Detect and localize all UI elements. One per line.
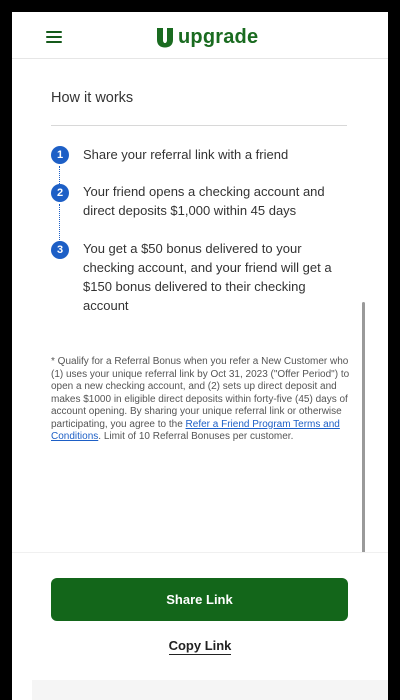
disclaimer-text: * Qualify for a Referral Bonus when you refer a New Customer who (1) uses your unique referral link by Oct 31, 2023 ("Offer Period") to open a new checking account, and (2) sets up direct deposit and makes $1000 in eligible direct deposits within forty-five (45) days of account opening. By sharing your unique referral link or otherwise participating, you agree to the — [51, 356, 350, 430]
referral-disclaimer — [51, 356, 351, 444]
copy-link-container — [12, 637, 388, 655]
terms-link[interactable]: Refer a Friend Program Terms and Conditions — [51, 418, 340, 442]
step-number-2: 2 — [51, 184, 69, 202]
logo-text: upgrade — [178, 26, 259, 48]
step-text-1: Share your referral link with a friend — [83, 147, 289, 162]
section-title: How it works — [51, 90, 134, 106]
app-screen — [12, 12, 388, 700]
share-link-button[interactable]: Share Link — [51, 578, 348, 621]
step-number-3: 3 — [51, 241, 69, 259]
action-panel — [12, 552, 388, 700]
step-connector — [59, 204, 60, 244]
step-text-2: Your friend opens a checking account and direct deposits $1,000 within 45 days — [83, 184, 325, 218]
copy-link-button[interactable]: Copy Link — [168, 638, 232, 653]
step-text-3: You get a $50 bonus delivered to your checking account, and your friend will get a $150 bonus delivered to their checking account — [83, 241, 332, 313]
upgrade-logo[interactable] — [156, 26, 258, 49]
bottom-strip — [32, 680, 388, 700]
app-header — [12, 12, 388, 59]
step-number-1: 1 — [51, 146, 69, 164]
disclaimer-text-end: . Limit of 10 Referral Bonuses per customer. — [98, 431, 294, 442]
upgrade-logo-icon — [156, 27, 174, 48]
hamburger-menu-icon[interactable] — [46, 31, 62, 43]
section-divider — [51, 125, 347, 126]
